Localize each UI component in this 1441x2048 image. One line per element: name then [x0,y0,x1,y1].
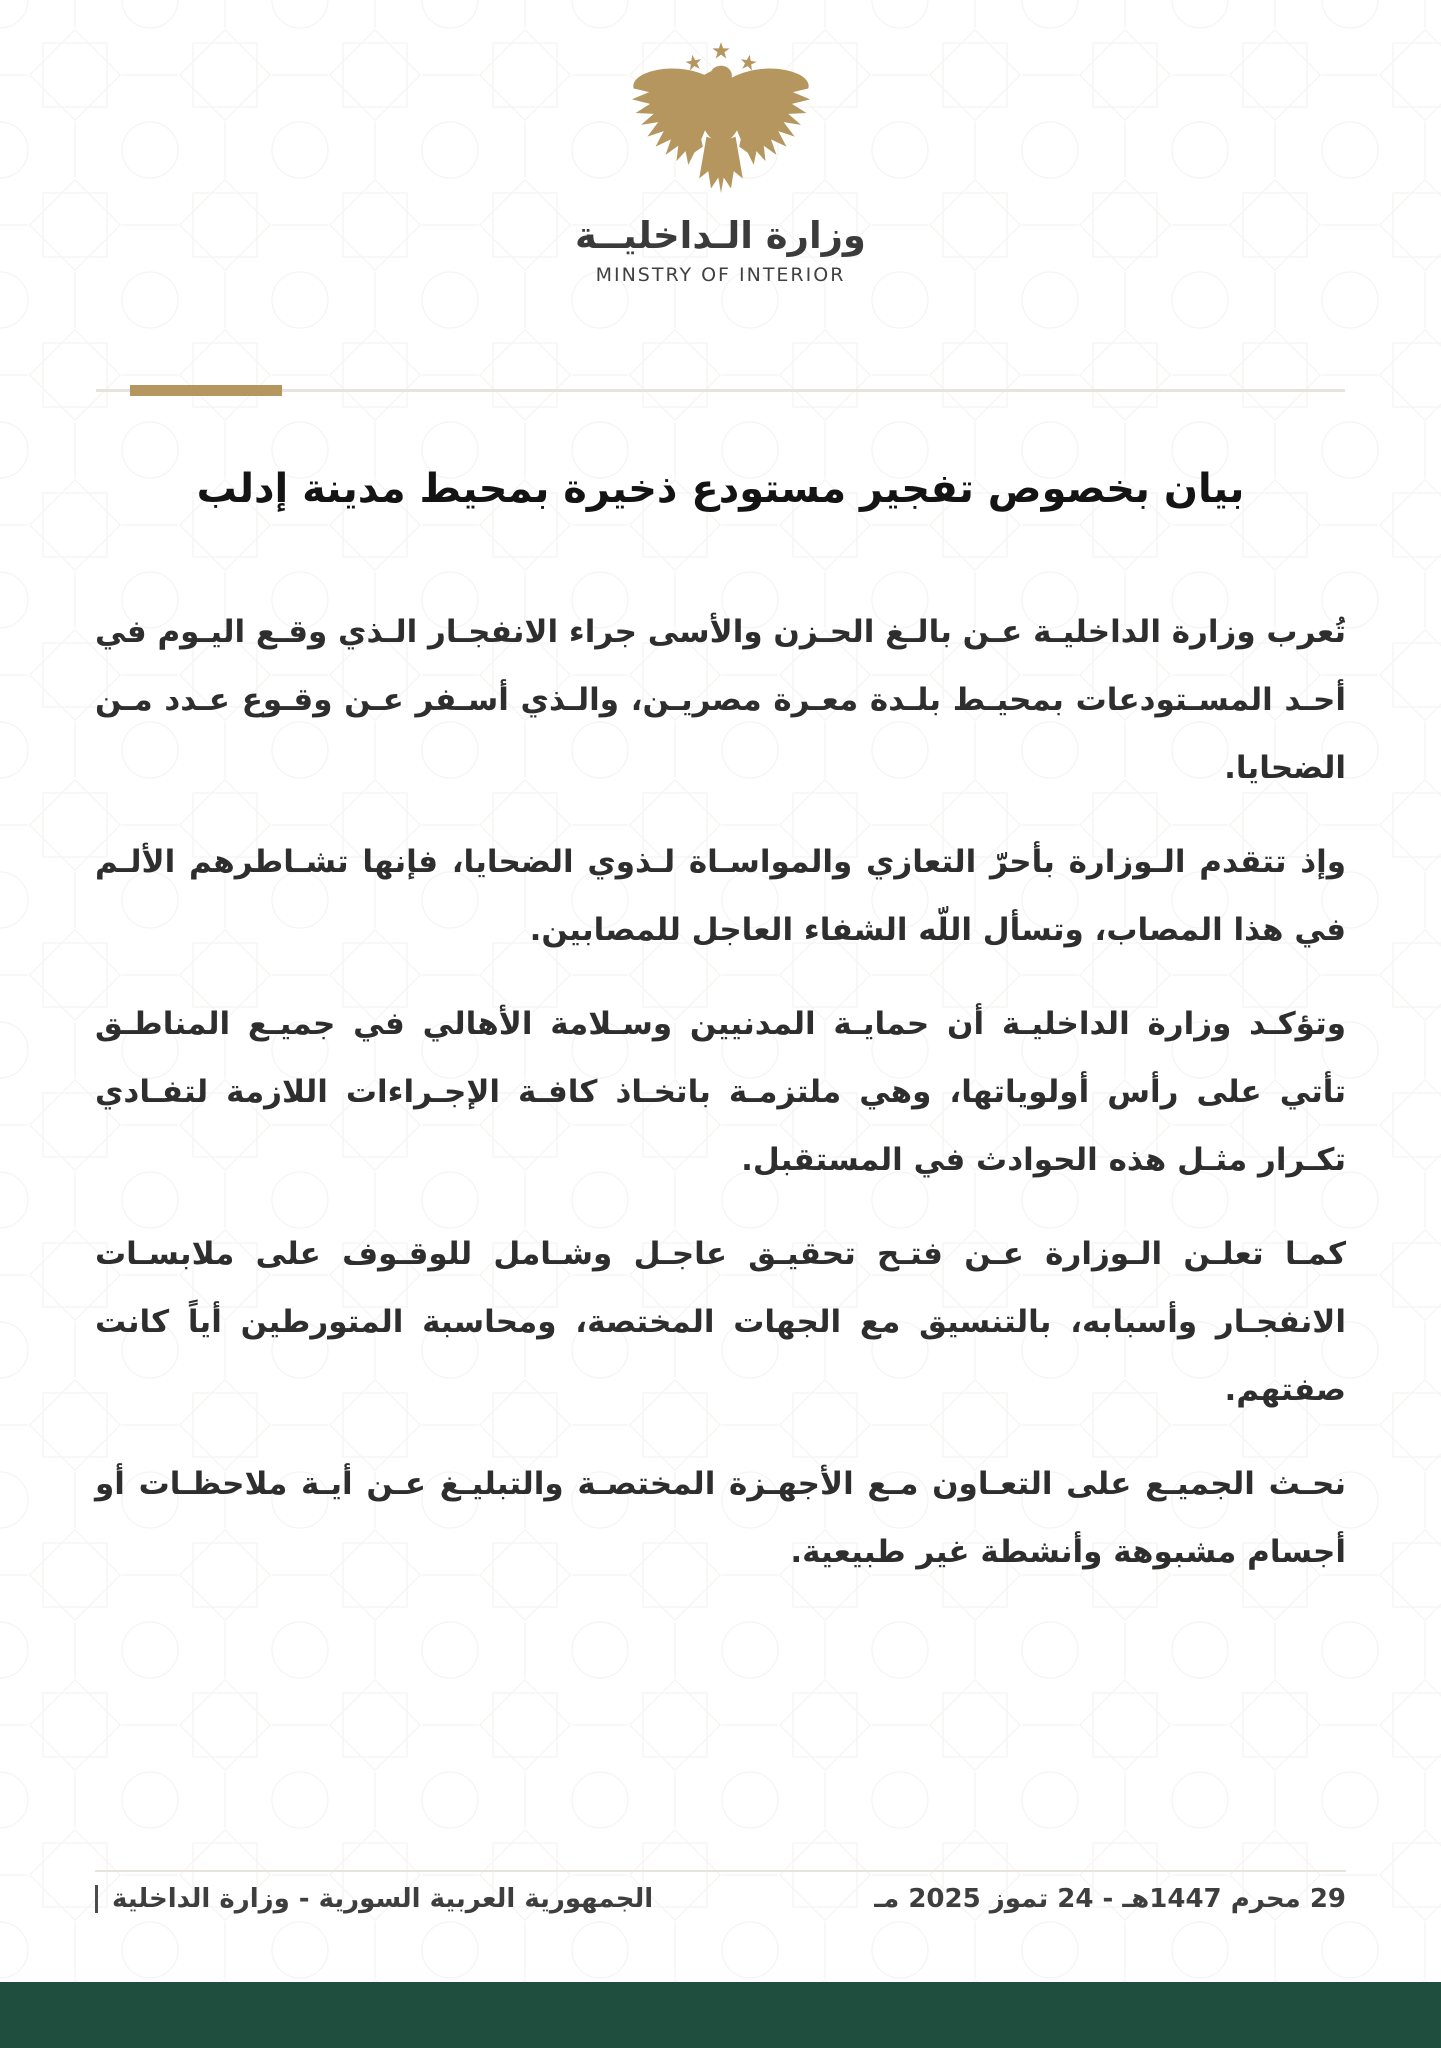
divider-gold-accent [130,385,282,396]
statement-paragraph: كمـا تعلـن الـوزارة عـن فتـح تحقيـق عاجـل وشـامل للوقـوف على ملابسـات الانفجـار وأسبابه، بالتنسيق مع الجهات المختصة، ومحاسبة المتورطين أياً كانت صفتهم. [95,1236,1346,1408]
document-footer [95,1882,1346,1916]
statement-paragraph: وتؤكـد وزارة الداخليـة أن حمايـة المدنيين وسـلامة الأهالي في جميـع المناطـق تأتي على رأس أولوياتها، وهي ملتزمـة باتخـاذ كافـة الإجـراءات اللازمة لتفـادي تكـرار مثـل هذه الحوادث في المستقبل. [95,1006,1346,1178]
footer-divider [95,1870,1346,1872]
footer-separator-bar [95,1885,98,1913]
footer-date: 29 محرم 1447هـ - 24 تموز 2025 مـ [874,1884,1346,1914]
statement-title: بيان بخصوص تفجير مستودع ذخيرة بمحيط مدينة إدلب [196,466,1245,512]
statement-body [95,460,1346,1586]
ministry-name-english: MINSTRY OF INTERIOR [595,264,846,287]
statement-paragraph: نحـث الجميـع على التعـاون مـع الأجهـزة المختصـة والتبليـغ عـن أيـة ملاحظـات أو أجسام مشبوهة وأنشطة غير طبيعية. [95,1466,1346,1570]
footer-org-text: الجمهورية العربية السورية - وزارة الداخلية [112,1884,654,1914]
logo-eagle [631,66,809,193]
document-header [0,40,1441,286]
header-divider [96,389,1345,392]
statement-paragraph: وإذ تتقدم الـوزارة بأحرّ التعازي والمواسـاة لـذوي الضحايا، فإنها تشـاطرهم الألـم في هذا المصاب، وتسأل اللّه الشفاء العاجل للمصابين. [95,844,1346,948]
statement-paragraph: تُعرب وزارة الداخليـة عـن بالـغ الحـزن والأسى جراء الانفجـار الـذي وقـع اليـوم في أحـد المسـتودعات بمحيـط بلـدة معـرة مصريـن، والـذي أسـفر عـن وقـوع عـدد مـن الضحايا. [95,614,1346,786]
footer-org [95,1882,653,1916]
ministry-name-arabic: وزارة الـداخليــة [575,214,866,257]
ministry-eagle-logo-icon [621,40,821,206]
bottom-green-bar [0,1982,1441,2048]
